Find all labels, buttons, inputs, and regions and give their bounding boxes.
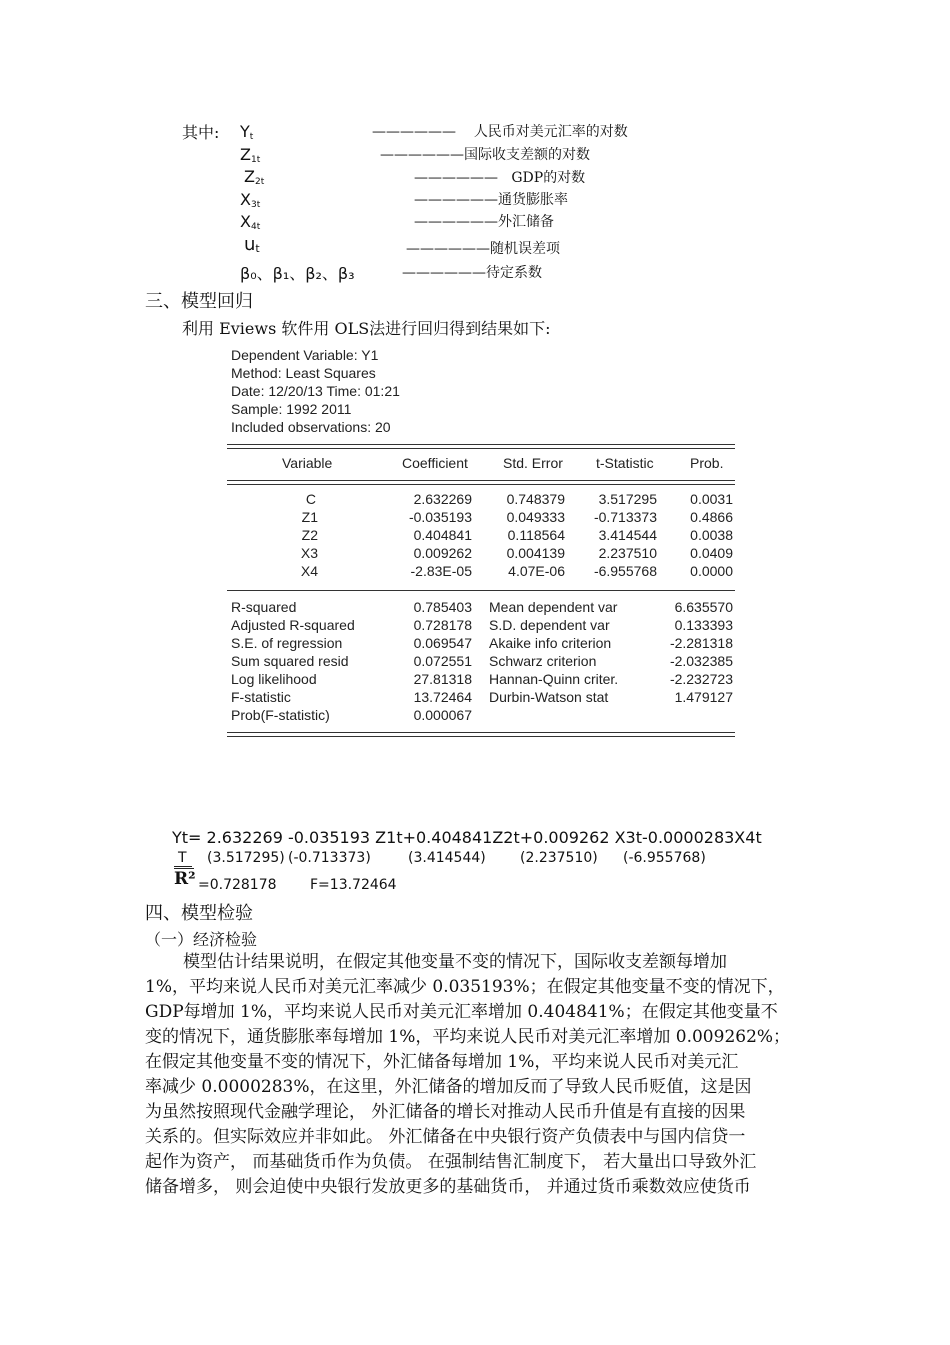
stat-value: 0.072551 bbox=[413, 653, 472, 669]
stat-value: -2.232723 bbox=[669, 671, 733, 687]
stat-label: S.D. dependent var bbox=[489, 617, 610, 633]
cell-variable: X3 bbox=[300, 545, 318, 561]
stat-label: Mean dependent var bbox=[489, 599, 618, 615]
cell-variable: Z1 bbox=[301, 509, 318, 525]
stat-label: Hannan-Quinn criter. bbox=[489, 671, 619, 687]
stat-value: 0.069547 bbox=[413, 635, 472, 651]
symbol-z1: $Z_{1t}$ bbox=[240, 145, 261, 165]
paragraph-line: 在假定其他变量不变的情况下，外汇储备每增加 1%，平均来说人民币对美元汇 bbox=[145, 1052, 739, 1072]
definition-u: ——————随机误差项 bbox=[406, 241, 560, 257]
cell-t-statistic: 3.414544 bbox=[598, 527, 657, 543]
stat-label: Durbin-Watson stat bbox=[489, 689, 609, 705]
divider bbox=[227, 484, 735, 485]
stat-value: 13.72464 bbox=[413, 689, 472, 705]
section4-heading: 四、模型检验 bbox=[145, 903, 253, 924]
eviews-header-line: Sample: 1992 2011 bbox=[231, 401, 352, 417]
symbol-beta: β₀、β₁、β₂、β₃ bbox=[240, 264, 355, 283]
section4-subheading: （一）经济检验 bbox=[145, 930, 258, 949]
stat-label: S.E. of regression bbox=[231, 635, 343, 651]
paragraph-line: GDP每增加 1%，平均来说人民币对美元汇率增加 0.404841%；在假定其他变量不 bbox=[145, 1002, 778, 1022]
t-value: (-6.955768) bbox=[623, 850, 706, 866]
cell-coefficient: 0.009262 bbox=[413, 545, 472, 561]
stat-value: 0.000067 bbox=[413, 707, 472, 723]
divider bbox=[174, 866, 192, 867]
paragraph-line: 关系的。但实际效应并非如此。 外汇储备在中央银行资产负债表中与国内信贷一 bbox=[145, 1127, 746, 1147]
definition-x4: ——————外汇储备 bbox=[414, 214, 554, 230]
cell-prob: 0.0000 bbox=[690, 563, 733, 579]
col-header-prob: Prob. bbox=[690, 455, 724, 471]
col-header-variable: Variable bbox=[282, 455, 333, 471]
cell-prob: 0.4866 bbox=[690, 509, 733, 525]
stat-value: -2.032385 bbox=[669, 653, 733, 669]
t-value: (-0.713373) bbox=[288, 850, 371, 866]
stat-value: 1.479127 bbox=[674, 689, 733, 705]
section3-intro: 利用 Eviews 软件用 OLS法进行回归得到结果如下: bbox=[182, 319, 551, 338]
cell-prob: 0.0038 bbox=[690, 527, 733, 543]
stat-label: Akaike info criterion bbox=[489, 635, 612, 651]
t-value: (3.517295) bbox=[207, 850, 285, 866]
symbol-x4: $X_{4t}$ bbox=[240, 212, 261, 232]
cell-t-statistic: -0.713373 bbox=[593, 509, 657, 525]
definition-beta: ——————待定系数 bbox=[402, 265, 542, 281]
paragraph-line: 储备增多， 则会迫使中央银行发放更多的基础货币， 并通过货币乘数效应使货币 bbox=[145, 1177, 751, 1197]
stat-value: 0.728178 bbox=[413, 617, 472, 633]
col-header-std-error: Std. Error bbox=[503, 455, 563, 471]
divider bbox=[227, 590, 735, 591]
cell-prob: 0.0409 bbox=[690, 545, 733, 561]
t-value: (3.414544) bbox=[408, 850, 486, 866]
stat-label: R-squared bbox=[231, 599, 297, 615]
stat-label: Prob(F-statistic) bbox=[231, 707, 330, 723]
eviews-header-line: Included observations: 20 bbox=[231, 419, 391, 435]
cell-variable: C bbox=[305, 491, 316, 507]
eviews-header-line: Method: Least Squares bbox=[231, 365, 376, 381]
paragraph-line: 1%，平均来说人民币对美元汇率减少 0.035193%；在假定其他变量不变的情况下， bbox=[145, 977, 785, 997]
definitions-label: 其中: bbox=[182, 123, 220, 142]
stat-label: F-statistic bbox=[231, 689, 291, 705]
symbol-y: $Y_t$ bbox=[240, 122, 254, 142]
paragraph-line: 变的情况下，通货膨胀率每增加 1%，平均来说人民币对美元汇率增加 0.009262%； bbox=[145, 1027, 791, 1047]
t-label: T bbox=[178, 850, 187, 866]
cell-t-statistic: 3.517295 bbox=[598, 491, 657, 507]
stat-label: Schwarz criterion bbox=[489, 653, 597, 669]
eviews-header-line: Dependent Variable: Y1 bbox=[231, 347, 379, 363]
stat-label: Sum squared resid bbox=[231, 653, 349, 669]
stat-value: -2.281318 bbox=[669, 635, 733, 651]
cell-variable: X4 bbox=[300, 563, 318, 579]
cell-std-error: 0.748379 bbox=[506, 491, 565, 507]
paragraph-line: 模型估计结果说明，在假定其他变量不变的情况下，国际收支差额每增加 bbox=[183, 952, 727, 972]
col-header-t-statistic: t-Statistic bbox=[596, 455, 654, 471]
stat-label: Log likelihood bbox=[231, 671, 317, 687]
f-statistic-value: F=13.72464 bbox=[310, 877, 397, 893]
symbol-u: $u_t$ bbox=[244, 234, 260, 255]
cell-std-error: 0.118564 bbox=[507, 527, 565, 543]
paragraph-line: 为虽然按照现代金融学理论， 外汇储备的增长对推动人民币升值是有直接的因果 bbox=[145, 1102, 746, 1122]
definition-y: —————— 人民币对美元汇率的对数 bbox=[372, 124, 628, 140]
paragraph-line: 率减少 0.0000283%，在这里，外汇储备的增加反而了导致人民币贬值，这是因 bbox=[145, 1077, 752, 1097]
cell-t-statistic: -6.955768 bbox=[593, 563, 657, 579]
regression-equation: Yt= 2.632269 -0.035193 Z1t+0.404841Z2t+0.009262 X3t-0.0000283X4t bbox=[172, 828, 762, 847]
stat-value: 6.635570 bbox=[674, 599, 733, 615]
stat-value: 0.785403 bbox=[413, 599, 472, 615]
divider bbox=[227, 736, 735, 737]
t-value: (2.237510) bbox=[520, 850, 598, 866]
definition-z1: ——————国际收支差额的对数 bbox=[380, 147, 590, 163]
adjusted-r-squared-value: =0.728178 bbox=[198, 877, 277, 893]
section3-heading: 三、模型回归 bbox=[145, 291, 253, 312]
cell-std-error: 4.07E-06 bbox=[508, 563, 565, 579]
paragraph-line: 起作为资产， 而基础货币作为负债。 在强制结售汇制度下， 若大量出口导致外汇 bbox=[145, 1152, 757, 1172]
cell-t-statistic: 2.237510 bbox=[598, 545, 657, 561]
definition-x3: ——————通货膨胀率 bbox=[414, 192, 568, 208]
cell-variable: Z2 bbox=[301, 527, 318, 543]
divider bbox=[227, 732, 735, 733]
cell-coefficient: 2.632269 bbox=[413, 491, 472, 507]
cell-coefficient: 0.404841 bbox=[413, 527, 472, 543]
stat-label: Adjusted R-squared bbox=[231, 617, 355, 633]
cell-coefficient: -2.83E-05 bbox=[410, 563, 472, 579]
r-squared-symbol: R² bbox=[174, 869, 196, 889]
cell-prob: 0.0031 bbox=[690, 491, 733, 507]
symbol-x3: $X_{3t}$ bbox=[240, 190, 261, 210]
definition-z2: —————— GDP的对数 bbox=[414, 170, 586, 186]
symbol-z2: $Z_{2t}$ bbox=[244, 167, 265, 187]
cell-coefficient: -0.035193 bbox=[408, 509, 472, 525]
cell-std-error: 0.004139 bbox=[506, 545, 565, 561]
divider bbox=[227, 480, 735, 481]
stat-value: 27.81318 bbox=[413, 671, 472, 687]
divider bbox=[227, 448, 735, 449]
stat-value: 0.133393 bbox=[674, 617, 733, 633]
cell-std-error: 0.049333 bbox=[506, 509, 565, 525]
col-header-coefficient: Coefficient bbox=[402, 455, 468, 471]
divider bbox=[227, 444, 735, 445]
eviews-header-line: Date: 12/20/13 Time: 01:21 bbox=[231, 383, 400, 399]
